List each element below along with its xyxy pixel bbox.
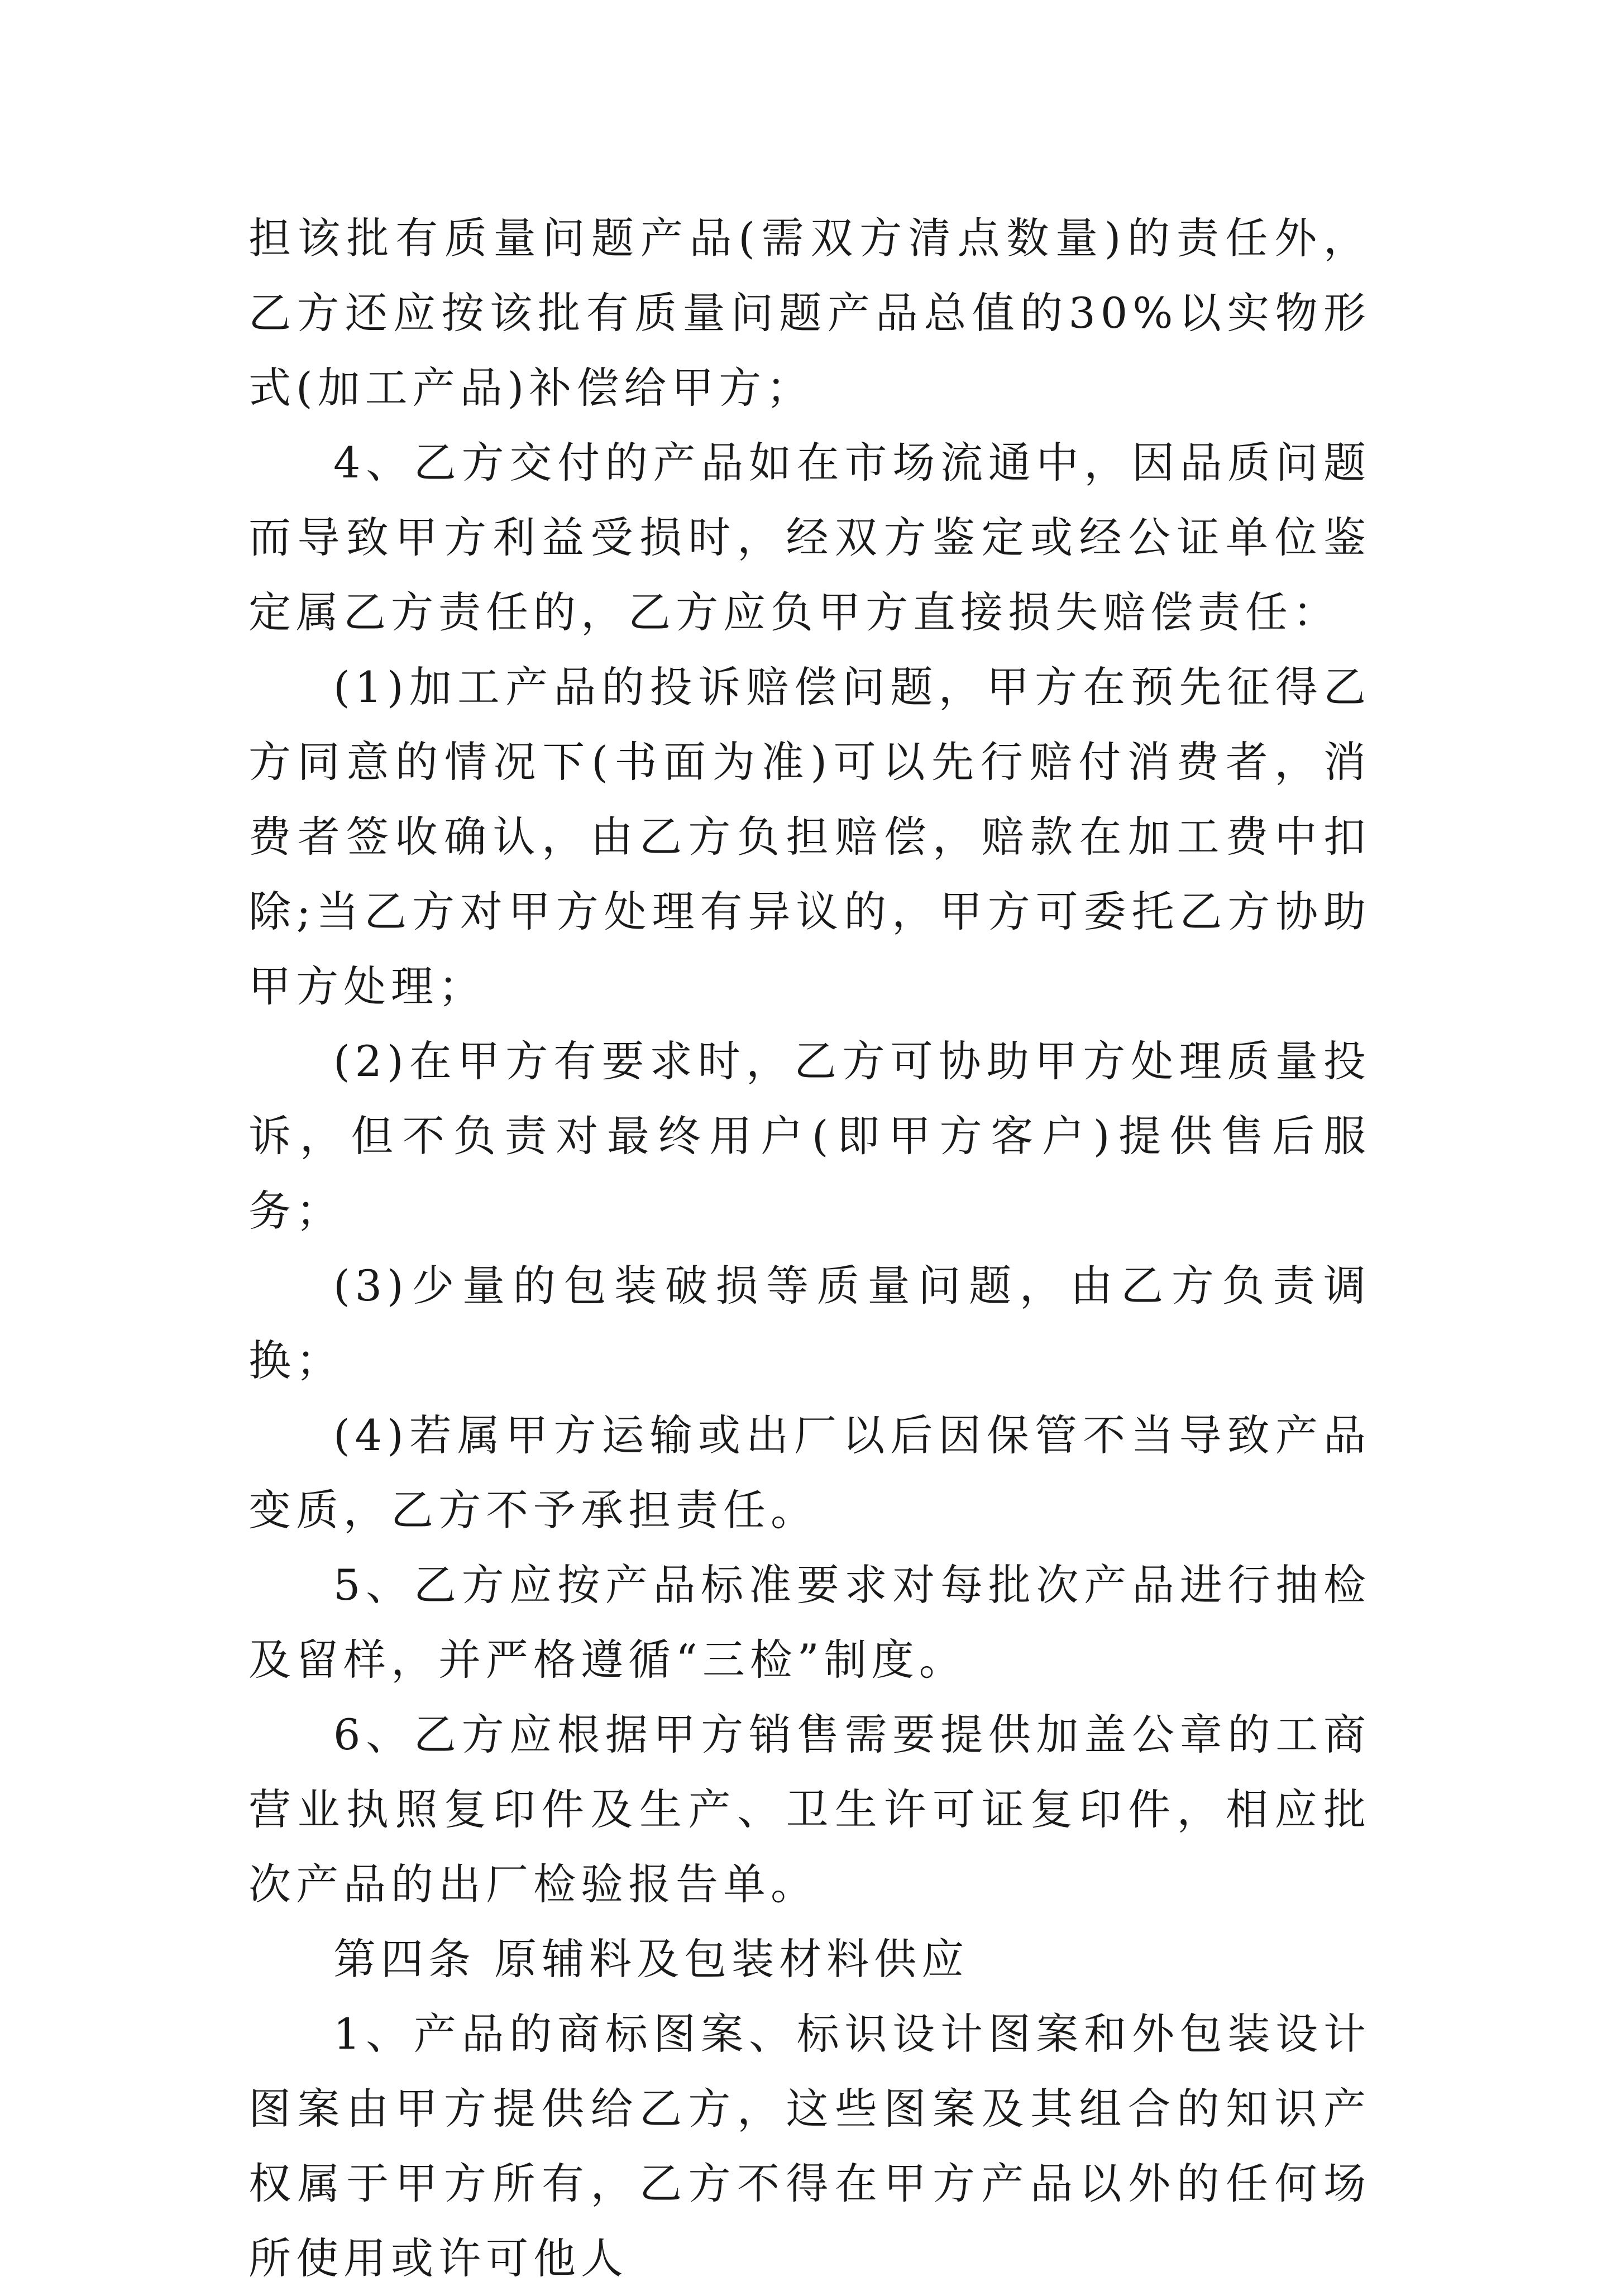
paragraph-item-1: (1)加工产品的投诉赔偿问题，甲方在预先征得乙方同意的情况下(书面为准)可以先行赔付消费者，消费者签收确认，由乙方负担赔偿，赔款在加工费中扣除;当乙方对甲方处理有异议的，甲方可委托乙方协助甲方处理； [248, 662, 1371, 1011]
paragraph-continuation: 担该批有质量问题产品(需双方清点数量)的责任外，乙方还应按该批有质量问题产品总值的30%以实物形式(加工产品)补偿给甲方； [248, 213, 1371, 413]
paragraph-article-4-clause-1: 1、产品的商标图案、标识设计图案和外包装设计图案由甲方提供给乙方，这些图案及其组合的知识产权属于甲方所有，乙方不得在甲方产品以外的任何场所使用或许可他人 [248, 2009, 1371, 2283]
paragraph-clause-5: 5、乙方应按产品标准要求对每批次产品进行抽检及留样，并严格遵循“三检”制度。 [248, 1560, 1371, 1685]
paragraph-item-3: (3)少量的包装破损等质量问题，由乙方负责调换； [248, 1261, 1371, 1385]
paragraph-clause-6: 6、乙方应根据甲方销售需要提供加盖公章的工商营业执照复印件及生产、卫生许可证复印件，相应批次产品的出厂检验报告单。 [248, 1710, 1371, 1909]
section-heading-article-4: 第四条 原辅料及包装材料供应 [333, 1934, 969, 1984]
paragraph-clause-4: 4、乙方交付的产品如在市场流通中，因品质问题而导致甲方利益受损时，经双方鉴定或经公证单位鉴定属乙方责任的，乙方应负甲方直接损失赔偿责任： [248, 438, 1371, 637]
document-body [248, 201, 1371, 2296]
paragraph-item-4: (4)若属甲方运输或出厂以后因保管不当导致产品变质，乙方不予承担责任。 [248, 1410, 1371, 1535]
paragraph-item-2: (2)在甲方有要求时，乙方可协助甲方处理质量投诉，但不负责对最终用户(即甲方客户)提供售后服务； [248, 1036, 1371, 1236]
